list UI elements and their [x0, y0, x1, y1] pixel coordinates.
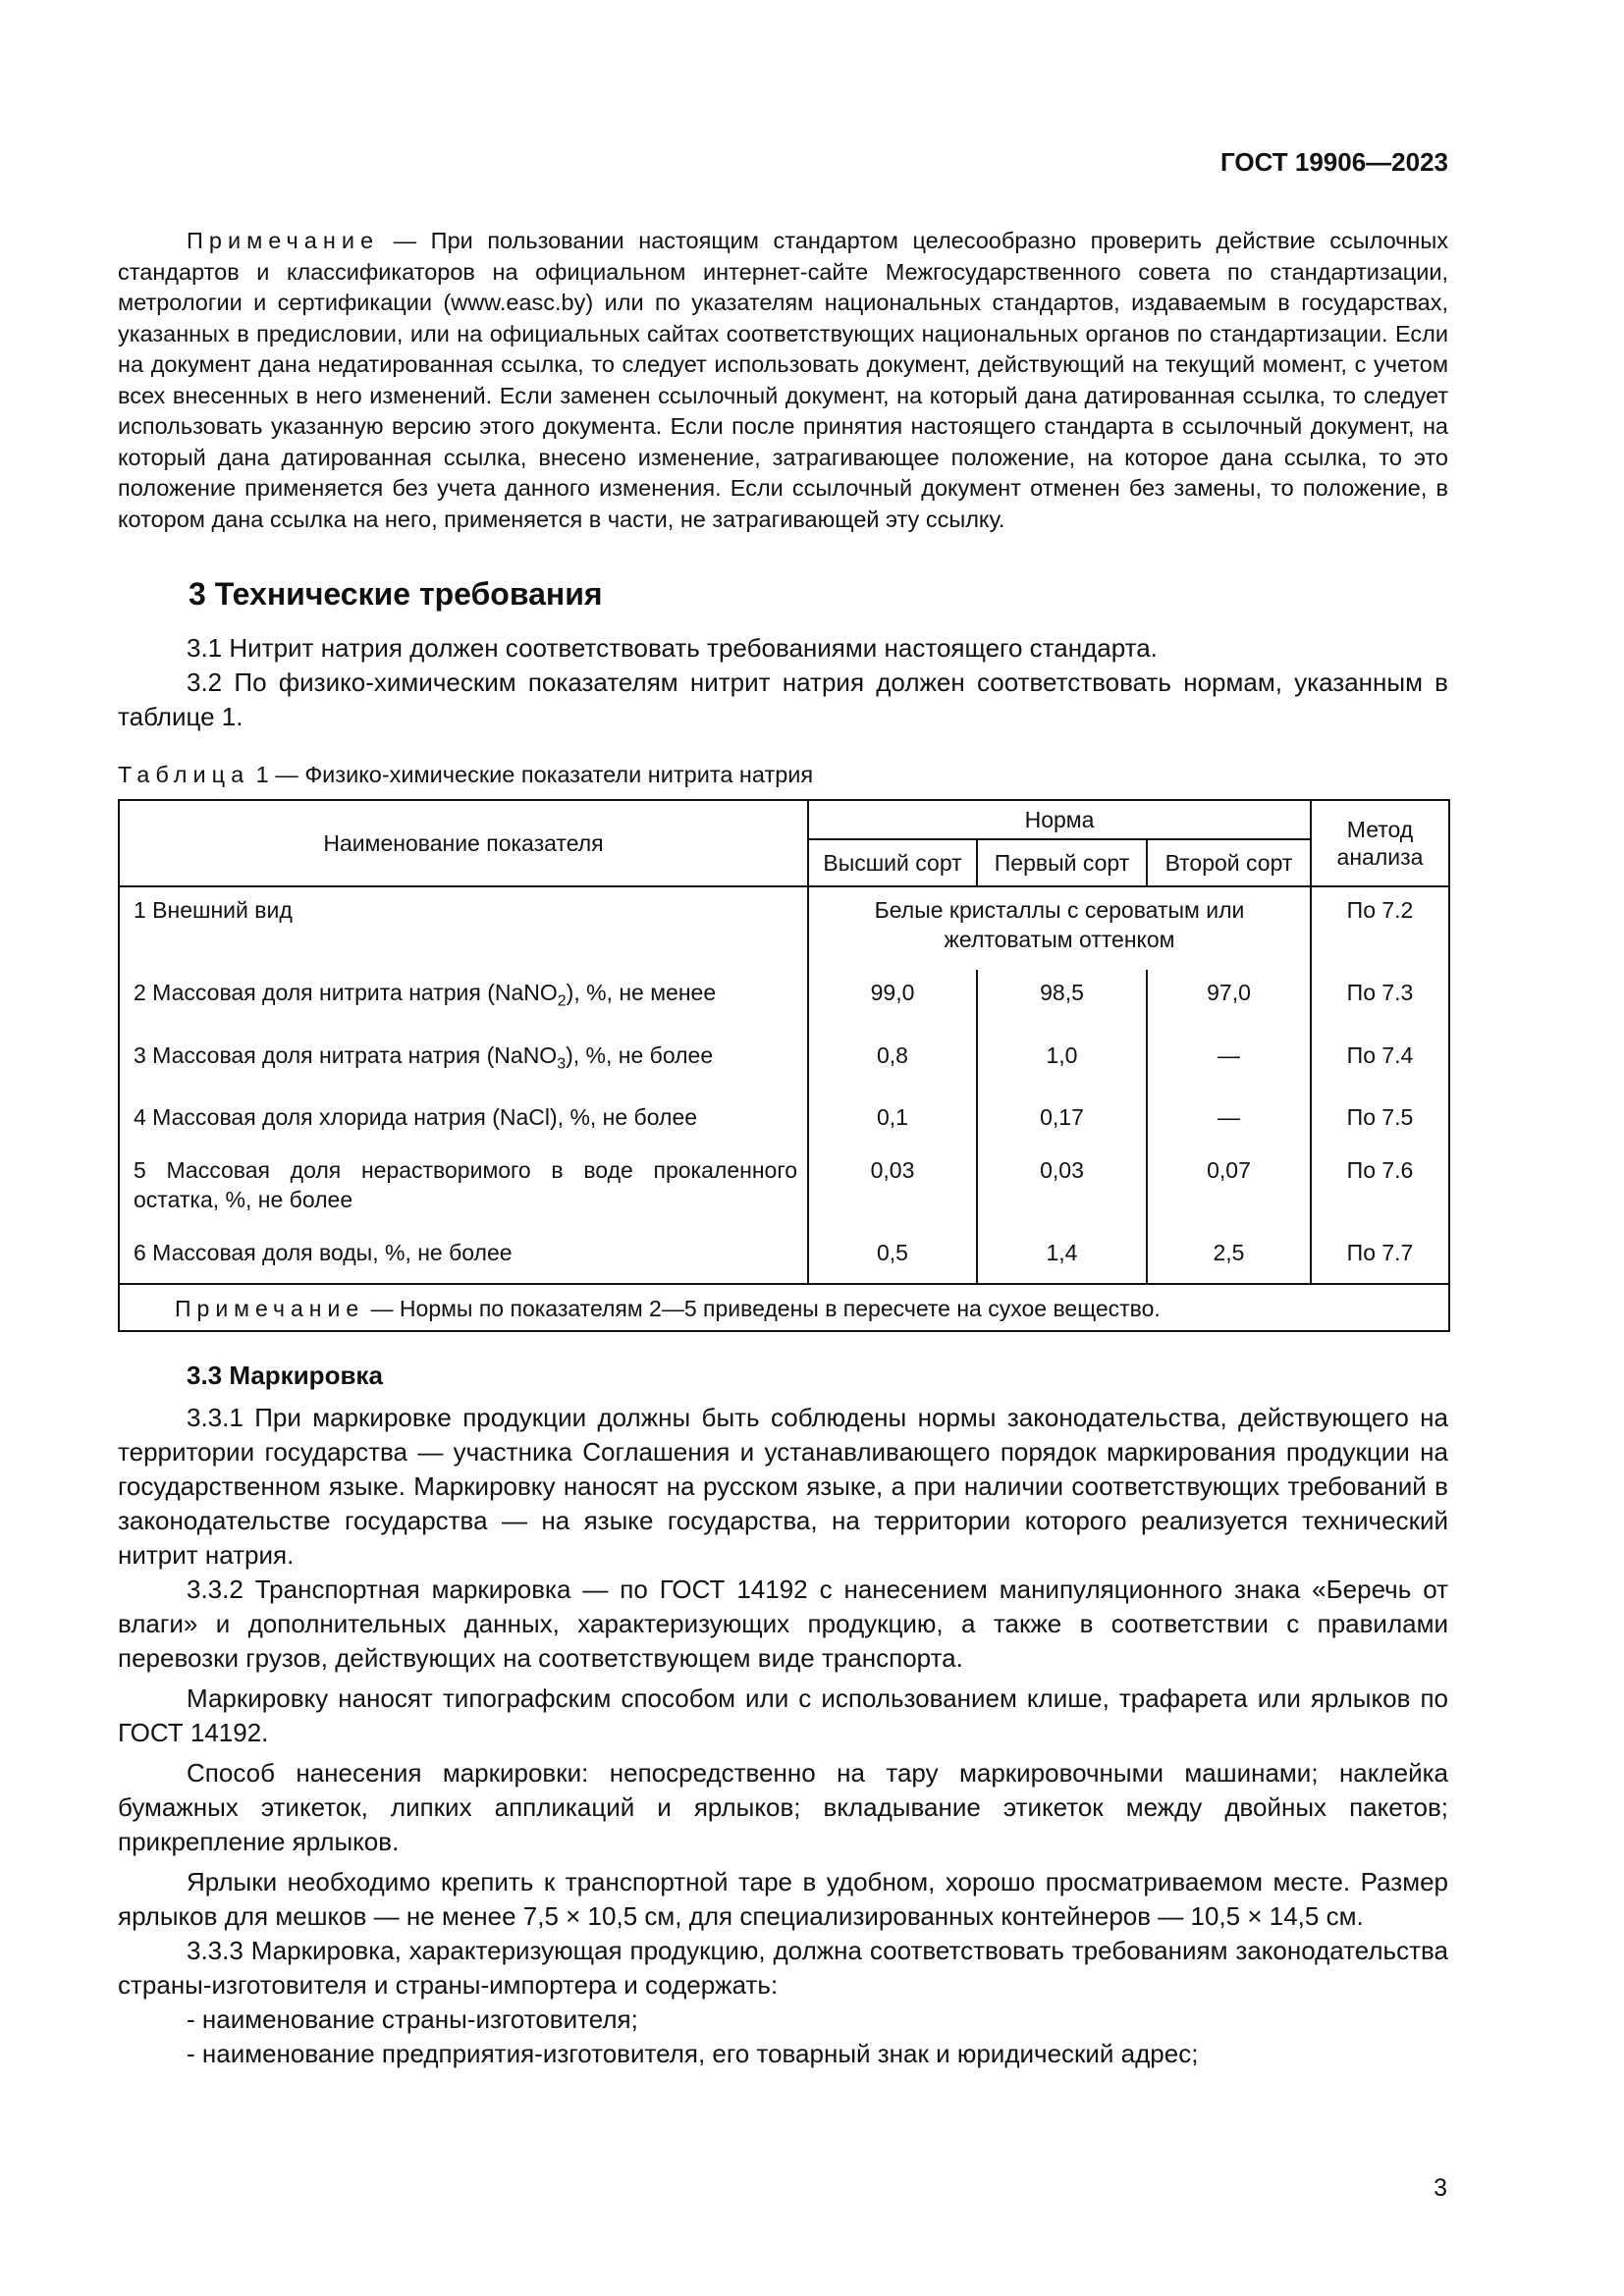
- row-value-2: 1,0: [977, 1033, 1147, 1095]
- paragraph-3-3-1: 3.3.1 При маркировке продукции должны быть соблюдены нормы законодательства, действующего на территории государства — участника Соглашения и устанавливающего порядок маркирования продукции на государственном языке. Маркировку наносят на русском языке, а при наличии соответствующих требований в законодательстве государства — на языке государства, на территории которого реализуется технический нитрит натрия.: [118, 1403, 1448, 1571]
- table-caption-label: Таблица: [118, 762, 250, 787]
- reference-note: [118, 226, 1448, 535]
- page-content: [118, 226, 1448, 2071]
- row-merged-norm: Белые кристаллы с сероватым или желтоватым оттенком: [808, 886, 1311, 970]
- table-note-text: — Нормы по показателям 2—5 приведены в пересчете на сухое вещество.: [364, 1296, 1161, 1322]
- table-note-row: [119, 1284, 1449, 1331]
- paragraph-3-1: 3.1 Нитрит натрия должен соответствовать требованиями настоящего стандарта.: [187, 633, 1158, 663]
- row-name: 6 Массовая доля воды, %, не более: [119, 1230, 808, 1284]
- row-value-2: 0,03: [977, 1148, 1147, 1230]
- row-value-3: —: [1147, 1095, 1311, 1148]
- section-3-title: 3 Технические требования: [189, 576, 603, 612]
- table-caption-text: 1 — Физико-химические показатели нитрита натрия: [249, 762, 814, 787]
- row-name: 1 Внешний вид: [119, 886, 808, 970]
- header-grade-3: Второй сорт: [1147, 839, 1311, 886]
- row-method: По 7.5: [1311, 1095, 1449, 1148]
- row-name: 4 Массовая доля хлорида натрия (NaCl), %, не более: [119, 1095, 808, 1148]
- row-method: По 7.7: [1311, 1230, 1449, 1284]
- table-row: [119, 886, 1449, 970]
- header-norm: Норма: [808, 800, 1311, 839]
- header-grade-1: Высший сорт: [808, 839, 977, 886]
- paragraph-marking-application: Способ нанесения маркировки: непосредственно на тару маркировочными машинами; наклейка бумажных этикеток, липких аппликаций и ярлыков; вкладывание этикеток между двойных пакетов; прикрепление ярлыков.: [118, 1758, 1448, 1857]
- row-value-3: —: [1147, 1033, 1311, 1095]
- paragraph-marking-method: Маркировку наносят типографским способом или с использованием клише, трафарета или ярлыков по ГОСТ 14192.: [118, 1683, 1448, 1748]
- header-name: Наименование показателя: [119, 800, 808, 886]
- paragraph-3-3-3: 3.3.3 Маркировка, характеризующая продукцию, должна соответствовать требованиям законодательства страны-изготовителя и страны-импортера и содержать:: [118, 1936, 1448, 2001]
- row-value-2: 1,4: [977, 1230, 1147, 1284]
- paragraph-labels: Ярлыки необходимо крепить к транспортной таре в удобном, хорошо просматриваемом месте. Размер ярлыков для мешков — не менее 7,5 × 10,5 см, для специализированных контейнеров — 10,5 × 14,5 см.: [118, 1867, 1448, 1932]
- row-value-1: 0,1: [808, 1095, 977, 1148]
- table-1: [118, 799, 1450, 1332]
- table-note-label: Примечание: [175, 1296, 365, 1322]
- list-item: - наименование страны-изготовителя;: [187, 2004, 638, 2035]
- row-value-3: 2,5: [1147, 1230, 1311, 1284]
- row-name-part: ), %, не более: [566, 1041, 714, 1068]
- table-row: [119, 970, 1449, 1033]
- row-method: По 7.6: [1311, 1148, 1449, 1230]
- row-value-1: 0,5: [808, 1230, 977, 1284]
- row-value-3: 0,07: [1147, 1148, 1311, 1230]
- table-row: [119, 1148, 1449, 1230]
- row-name: [119, 1033, 808, 1095]
- table-note: [119, 1284, 1449, 1331]
- table-row: [119, 1033, 1449, 1095]
- header-method: Метод анализа: [1311, 800, 1449, 886]
- row-name-part: ), %, не менее: [566, 980, 717, 1005]
- page-number: 3: [1434, 2174, 1447, 2202]
- note-label: Примечание: [187, 228, 380, 253]
- row-value-1: 99,0: [808, 970, 977, 1033]
- row-method: По 7.2: [1311, 886, 1449, 970]
- row-method: По 7.4: [1311, 1033, 1449, 1095]
- row-method: По 7.3: [1311, 970, 1449, 1033]
- row-value-2: 0,17: [977, 1095, 1147, 1148]
- row-name-part: 3 Массовая доля нитрата натрия (NaNO: [134, 1041, 558, 1068]
- document-header-id: ГОСТ 19906—2023: [1220, 147, 1448, 177]
- row-value-3: 97,0: [1147, 970, 1311, 1033]
- row-name: [119, 970, 808, 1033]
- row-value-1: 0,8: [808, 1033, 977, 1095]
- table-row: [119, 1095, 1449, 1148]
- row-name: 5 Массовая доля нерастворимого в воде прокаленного остатка, %, не более: [119, 1148, 808, 1230]
- paragraph-3-3-2: 3.3.2 Транспортная маркировка — по ГОСТ 14192 с нанесением манипуляционного знака «Беречь от влаги» и дополнительных данных, характеризующих продукцию, а также в соответствии с правилами перевозки грузов, действующих на соответствующем виде транспорта.: [118, 1575, 1448, 1674]
- list-item: - наименование предприятия-изготовителя, его товарный знак и юридический адрес;: [187, 2039, 1199, 2069]
- table-1-caption: [118, 760, 1448, 789]
- header-grade-2: Первый сорт: [977, 839, 1147, 886]
- paragraph-3-2: 3.2 По физико-химическим показателям нитрит натрия должен соответствовать нормам, указанным в таблице 1.: [118, 667, 1448, 731]
- row-name-part: 2 Массовая доля нитрита натрия (NaNO: [134, 980, 558, 1005]
- row-value-2: 98,5: [977, 970, 1147, 1033]
- row-name-subscript: 3: [557, 1055, 567, 1073]
- row-value-1: 0,03: [808, 1148, 977, 1230]
- section-3-3-title: 3.3 Маркировка: [187, 1361, 383, 1391]
- table-row: [119, 1230, 1449, 1284]
- row-name-subscript: 2: [557, 992, 567, 1010]
- note-text: — При пользовании настоящим стандартом целесообразно проверить действие ссылочных стандартов и классификаторов на официальном интернет-сайте Межгосударственного совета по стандартизации, метрологии и сертификации (www.easc.by) или по указателям национальных стандартов, издаваемым в государствах, указанных в предисловии, или на официальных сайтах соответствующих национальных органов по стандартизации. Если на документ дана недатированная ссылка, то следует использовать документ, действующий на текущий момент, с учетом всех внесенных в него изменений. Если заменен ссылочный документ, на который дана датированная ссылка, то следует использовать указанную версию этого документа. Если после принятия настоящего стандарта в ссылочный документ, на который дана датированная ссылка, внесено изменение, затрагивающее положение, на которое дана ссылка, то это положение применяется без учета данного изменения. Если ссылочный документ отменен без замены, то положение, в котором дана ссылка на него, применяется в части, не затрагивающей эту ссылку.: [118, 228, 1448, 532]
